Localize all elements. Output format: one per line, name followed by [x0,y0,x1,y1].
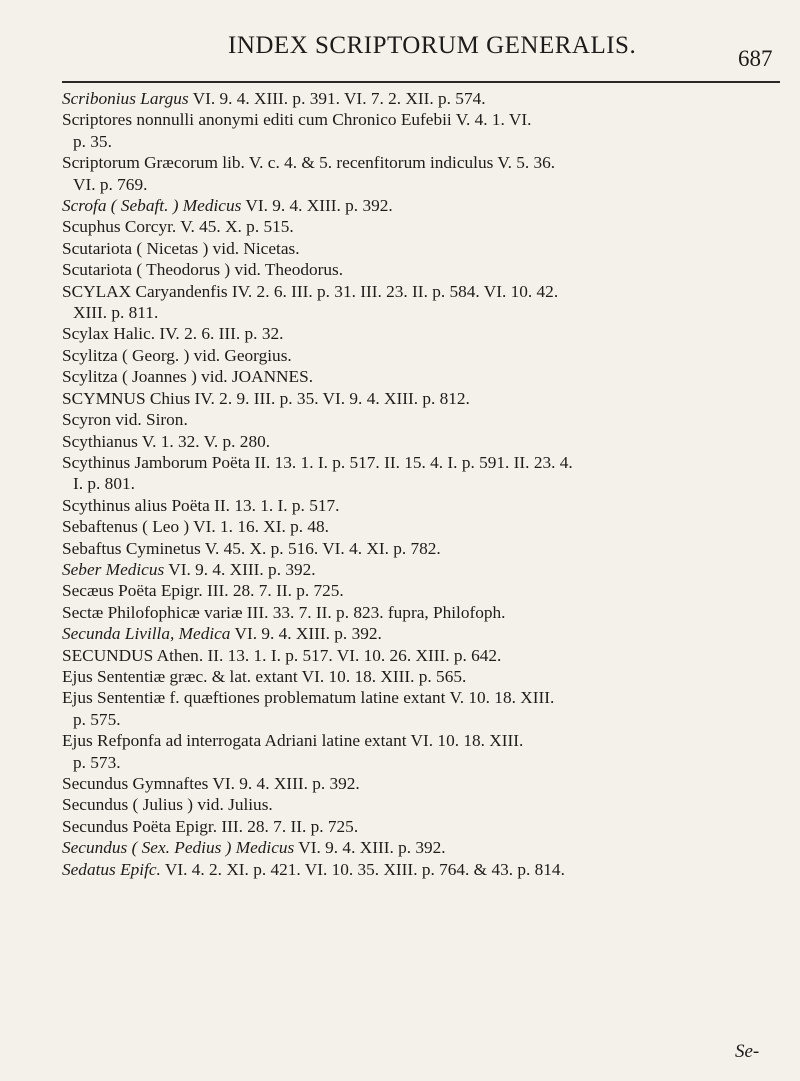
index-entry [62,152,792,173]
index-entry [62,238,792,259]
entry-text: Scylitza ( Joannes ) vid. JOANNES. [62,367,314,387]
entry-text: p. 575. [73,709,121,729]
index-entry [62,602,792,623]
index-entry [62,88,792,109]
index-entry [62,687,792,708]
index-entry-continuation [62,473,792,494]
entry-text: Sebaftus Cyminetus V. 45. X. p. 516. VI. 4. XI. p. 782. [62,538,441,558]
index-entry [62,773,792,794]
index-entry [62,837,792,858]
entry-text: Scutariota ( Theodorus ) vid. Theodorus. [62,260,344,280]
entry-text: Scythianus V. 1. 32. V. p. 280. [62,431,271,451]
entry-text: VI. p. 769. [73,174,148,194]
entry-text: SECUNDUS Athen. II. 13. 1. I. p. 517. VI. 10. 26. XIII. p. 642. [62,645,502,665]
entry-text: VI. 9. 4. XIII. p. 392. [294,838,446,858]
entry-text: VI. 4. 2. XI. p. 421. VI. 10. 35. XIII. p. 764. & 43. p. 814. [160,859,565,879]
index-entry [62,580,792,601]
index-entry [62,216,792,237]
entry-text: Sectæ Philofophicæ variæ III. 33. 7. II. p. 823. fupra, Philofoph. [62,602,506,622]
entry-text: VI. 9. 4. XIII. p. 392. [241,196,393,216]
entry-text: Scylax Halic. IV. 2. 6. III. p. 32. [62,324,284,344]
entry-text: VI. 9. 4. XIII. p. 392. [230,624,382,644]
entry-text: Scutariota ( Nicetas ) vid. Nicetas. [62,238,300,258]
entry-text: Scylitza ( Georg. ) vid. Georgius. [62,345,292,365]
index-entry [62,323,792,344]
entry-text: Ejus Sententiæ græc. & lat. extant VI. 10. 18. XIII. p. 565. [62,666,467,686]
index-entry [62,538,792,559]
entry-text: Scriptores nonnulli anonymi editi cum Chronico Eufebii V. 4. 1. VI. [62,110,532,130]
entry-text: I. p. 801. [73,474,135,494]
index-entry [62,859,792,880]
entry-text: Scyron vid. Siron. [62,410,188,430]
entry-heading: Scribonius Largus [62,89,189,108]
index-entry [62,559,792,580]
entry-text: VI. 9. 4. XIII. p. 392. [164,559,316,579]
index-entry [62,730,792,751]
running-head: INDEX SCRIPTORUM GENERALIS. [228,32,637,59]
entry-text: Secundus Gymnaftes VI. 9. 4. XIII. p. 392. [62,774,360,793]
index-entry [62,195,792,216]
entry-heading: Seber Medicus [62,559,165,579]
index-entry [62,623,792,644]
entry-text: p. 35. [73,131,112,151]
index-entry-continuation [62,174,792,195]
index-entry-continuation [62,752,792,773]
entry-text: Ejus Refponfa ad interrogata Adriani latine extant VI. 10. 18. XIII. [62,731,524,751]
index-entry [62,516,792,537]
entry-text: Scriptorum Græcorum lib. V. c. 4. & 5. recenfitorum indiculus V. 5. 36. [62,153,556,173]
index-entry [62,281,792,302]
entry-text: Sebaftenus ( Leo ) VI. 1. 16. XI. p. 48. [62,517,330,537]
index-entry [62,794,792,815]
index-entry [62,388,792,409]
entry-text: XIII. p. 811. [73,303,159,323]
header-rule [62,81,780,83]
index-entry [62,259,792,280]
index-entry [62,109,792,130]
entry-text: Secundus Poëta Epigr. III. 28. 7. II. p. 725. [62,816,359,836]
page-header [0,32,800,72]
index-entry [62,816,792,837]
index-entry [62,409,792,430]
entry-text: Secæus Poëta Epigr. III. 28. 7. II. p. 725. [62,581,344,601]
index-entries [62,88,792,880]
index-entry [62,366,792,387]
entry-text: SCYMNUS Chius IV. 2. 9. III. p. 35. VI. 9. 4. XIII. p. 812. [62,388,470,408]
index-entry [62,345,792,366]
entry-heading: Scrofa ( Sebaft. ) Medicus [62,196,242,216]
entry-text: VI. 9. 4. XIII. p. 391. VI. 7. 2. XII. p. 574. [188,89,486,108]
entry-text: Scythinus Jamborum Poëta II. 13. 1. I. p. 517. II. 15. 4. I. p. 591. II. 23. 4. [62,452,573,472]
index-entry [62,645,792,666]
index-entry-continuation [62,131,792,152]
page-number: 687 [738,46,773,71]
entry-text: Secundus ( Julius ) vid. Julius. [62,795,273,815]
entry-text: p. 573. [73,752,121,772]
index-entry [62,452,792,473]
index-entry-continuation [62,709,792,730]
entry-heading: Secundus ( Sex. Pedius ) Medicus [62,838,295,858]
index-entry [62,431,792,452]
entry-text: Scuphus Corcyr. V. 45. X. p. 515. [62,217,294,237]
index-entry [62,666,792,687]
entry-text: Scythinus alius Poëta II. 13. 1. I. p. 517. [62,495,340,515]
entry-heading: Secunda Livilla, Medica [62,624,231,644]
index-entry [62,495,792,516]
entry-text: Ejus Sententiæ f. quæftiones problematum latine extant V. 10. 18. XIII. [62,688,555,708]
entry-heading: Sedatus Epifc. [62,859,161,879]
entry-text: SCYLAX Caryandenfis IV. 2. 6. III. p. 31. III. 23. II. p. 584. VI. 10. 42. [62,281,559,301]
index-entry-continuation [62,302,792,323]
catchword: Se- [735,1041,760,1062]
